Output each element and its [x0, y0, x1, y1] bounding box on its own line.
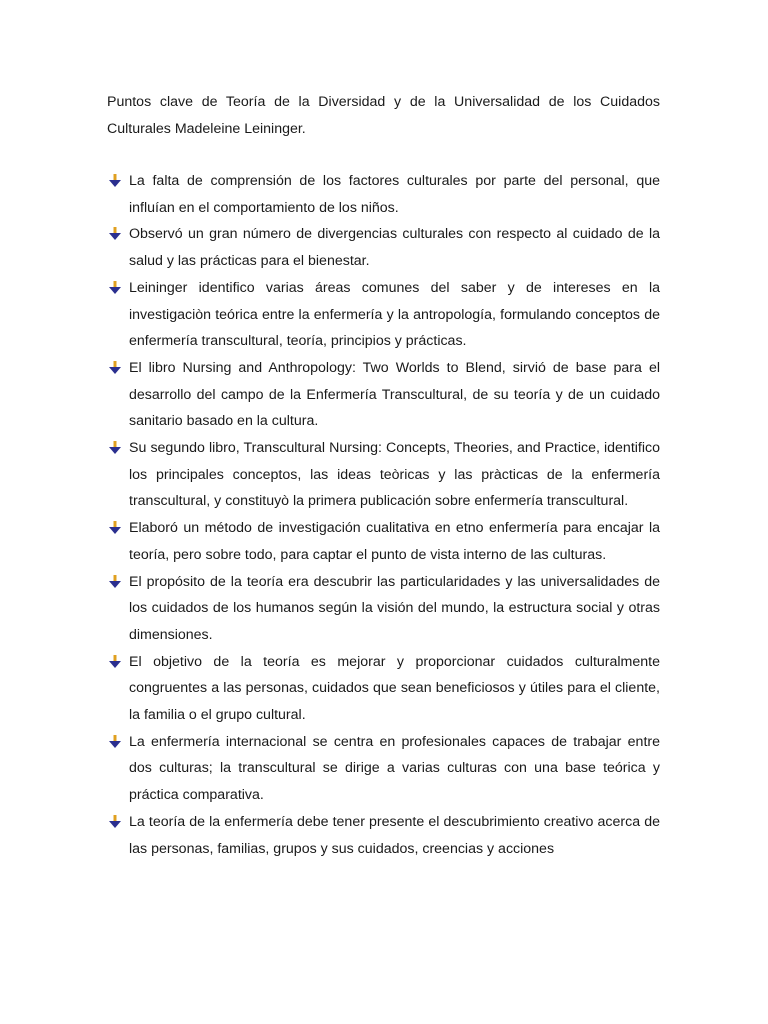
list-item	[107, 649, 660, 729]
list-item	[107, 729, 660, 809]
arrow-down-bullet-icon	[108, 174, 122, 188]
list-item	[107, 168, 660, 221]
list-item	[107, 275, 660, 355]
list-item-text: El objetivo de la teoría es mejorar y proporcionar cuidados culturalmente congruentes a las personas, cuidados que sean beneficiosos y útiles para el cliente, la familia o el grupo cultural.	[129, 653, 660, 724]
arrow-down-bullet-icon	[108, 655, 122, 669]
arrow-down-bullet-icon	[108, 441, 122, 455]
arrow-down-bullet-icon	[108, 281, 122, 295]
arrow-down-bullet-icon	[108, 735, 122, 749]
list-item	[107, 355, 660, 435]
arrow-down-bullet-icon	[108, 227, 122, 241]
list-item-text: El propósito de la teoría era descubrir las particularidades y las universalidades de los cuidados de los humanos según la visión del mundo, la estructura social y otras dimensiones.	[129, 573, 660, 643]
list-item	[107, 221, 660, 274]
list-item-text: Su segundo libro, Transcultural Nursing: Concepts, Theories, and Practice, identifico los principales conceptos, las ideas teòricas y las pràcticas de la enfermería transcultural, y constituyò la primera publicación sobre enfermería transcultural.	[129, 440, 660, 510]
list-item-text: La falta de comprensión de los factores culturales por parte del personal, que influían en el comportamiento de los niños.	[129, 173, 660, 216]
list-item-text: El libro Nursing and Anthropology: Two Worlds to Blend, sirvió de base para el desarrollo del campo de la Enfermería Transcultural, de su teoría y de un cuidado sanitario basado en la cultura.	[129, 359, 660, 430]
arrow-down-bullet-icon	[108, 521, 122, 535]
arrow-down-bullet-icon	[108, 361, 122, 375]
list-item	[107, 435, 660, 515]
list-item-text: Observó un gran número de divergencias culturales con respecto al cuidado de la salud y las prácticas para el bienestar.	[129, 226, 660, 270]
list-item	[107, 569, 660, 649]
list-item-text: La teoría de la enfermería debe tener presente el descubrimiento creativo acerca de las personas, familias, grupos y sus cuidados, creencias y acciones	[129, 813, 660, 857]
document-title: Puntos clave de Teoría de la Diversidad y de la Universalidad de los Cuidados Culturales Madeleine Leininger.	[107, 94, 660, 137]
arrow-down-bullet-icon	[108, 575, 122, 589]
bullet-list	[107, 168, 660, 862]
list-item-text: La enfermería internacional se centra en profesionales capaces de trabajar entre dos culturas; la transcultural se dirige a varias culturas con una base teórica y práctica comparativa.	[129, 733, 660, 804]
arrow-down-bullet-icon	[108, 815, 122, 829]
list-item-text: Leininger identifico varias áreas comunes del saber y de intereses en la investigaciòn teórica entre la enfermería y la antropología, formulando conceptos de enfermería transcultural, teoría, principios y prácticas.	[129, 279, 660, 350]
list-item	[107, 809, 660, 862]
list-item-text: Elaboró un método de investigación cualitativa en etno enfermería para encajar la teoría, pero sobre todo, para captar el punto de vista interno de las culturas.	[129, 520, 660, 563]
list-item	[107, 515, 660, 568]
